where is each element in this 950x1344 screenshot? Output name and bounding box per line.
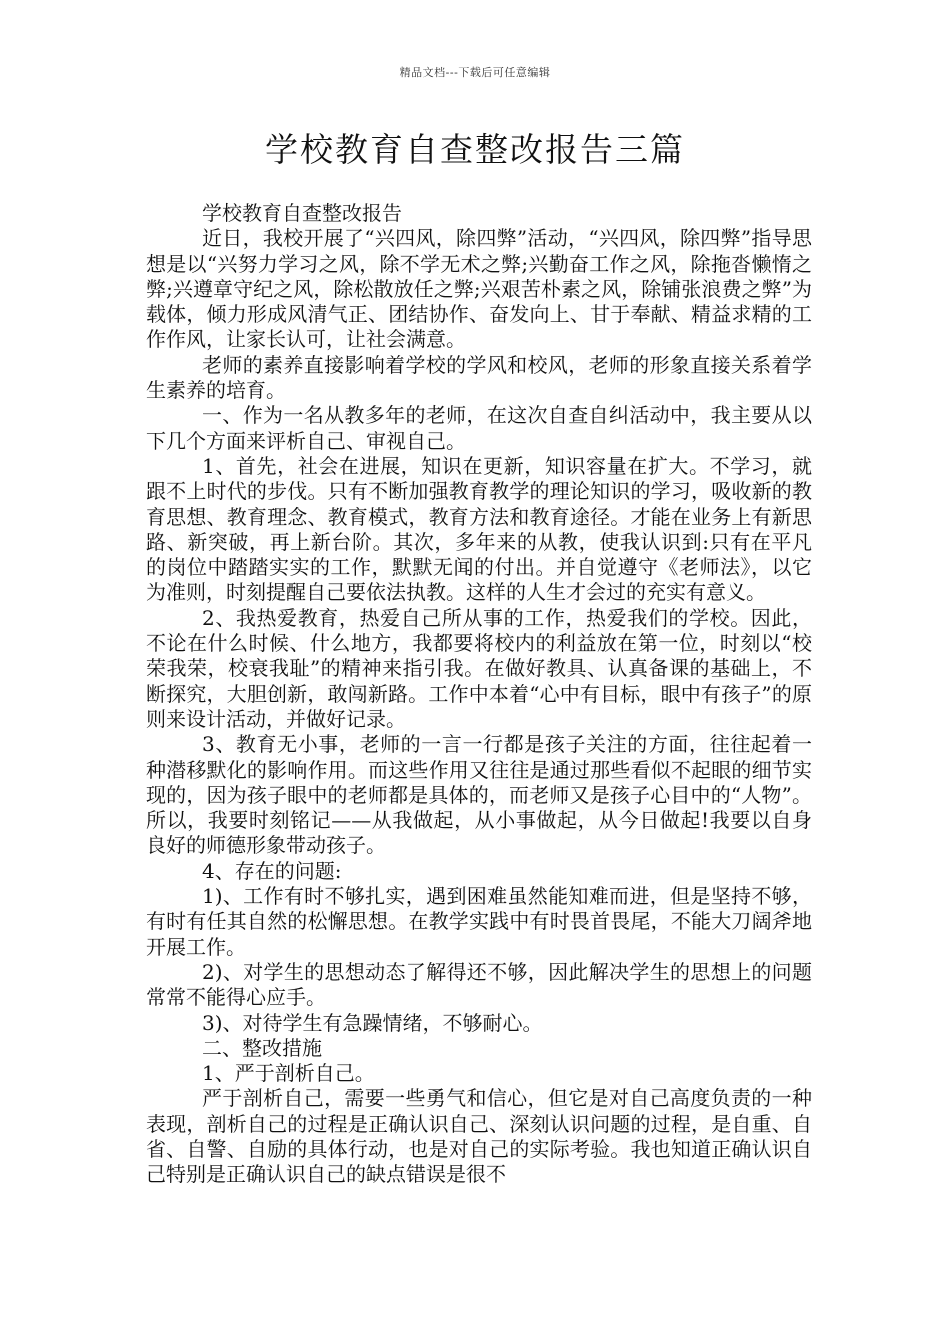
paragraph-part-one: 一、作为一名从教多年的老师，在这次自查自纠活动中，我主要从以下几个方面来评析自己、审视自己。: [146, 403, 812, 453]
paragraph-item-2: 2、我热爱教育，热爱自己所从事的工作，热爱我们的学校。因此，不论在什么时候、什么地方，我都要将校内的利益放在第一位，时刻以“校荣我荣，校衰我耻”的精神来指引我。在做好教具、认真备课的基础上，不断探究，大胆创新，敢闯新路。工作中本着“心中有目标，眼中有孩子”的原则来设计活动，并做好记录。: [146, 605, 812, 731]
paragraph-part-two: 二、整改措施: [202, 1035, 322, 1060]
paragraph-intro: 近日，我校开展了“兴四风，除四弊”活动，“兴四风，除四弊”指导思想是以“兴努力学习之风，除不学无术之弊;兴勤奋工作之风，除拖沓懒惰之弊;兴遵章守纪之风，除松散放任之弊;兴艰苦朴素之风，除铺张浪费之弊”为载体，倾力形成风清气正、团结协作、奋发向上、甘于奉献、精益求精的工作作风，让家长认可，让社会满意。: [146, 226, 812, 352]
document-title: 学校教育自查整改报告三篇: [265, 130, 685, 169]
paragraph-problem-3: 3)、对待学生有急躁情绪，不够耐心。: [202, 1010, 543, 1035]
paragraph-measure-1-body: 严于剖析自己，需要一些勇气和信心，但它是对自己高度负责的一种表现，剖析自己的过程是正确认识自己、深刻认识问题的过程，是自重、自省、自警、自励的具体行动，也是对自己的实际考验。我也知道正确认识自己特别是正确认识自己的缺点错误是很不: [146, 1086, 812, 1187]
paragraph-item-4: 4、存在的问题:: [202, 858, 342, 883]
paragraph-problem-2: 2)、对学生的思想动态了解得还不够，因此解决学生的思想上的问题常常不能得心应手。: [146, 959, 812, 1010]
header-note: 精品文档---下载后可任意编辑: [399, 66, 551, 79]
paragraph-measure-1: 1、严于剖析自己。: [202, 1061, 375, 1086]
paragraph-item-3: 3、教育无小事，老师的一言一行都是孩子关注的方面，往往起着一种潜移默化的影响作用。而这些作用又往往是通过那些看似不起眼的细节实现的，因为孩子眼中的老师都是具体的，而老师又是孩子心目中的“人物”。所以，我要时刻铭记——从我做起，从小事做起，从今日做起!我要以自身良好的师德形象带动孩子。: [146, 732, 812, 858]
section-heading: 学校教育自查整改报告: [202, 201, 402, 225]
paragraph-item-1: 1、首先，社会在进展，知识在更新，知识容量在扩大。不学习，就跟不上时代的步伐。只有不断加强教育教学的理论知识的学习，吸收新的教育思想、教育理念、教育模式，教育方法和教育途径。才能在业务上有新思路、新突破，再上新台阶。其次，多年来的从教，使我认识到:只有在平凡的岗位中踏踏实实的工作，默默无闻的付出。并自觉遵守《老师法》，以它为准则，时刻提醒自己要依法执教。这样的人生才会过的充实有意义。: [146, 453, 812, 605]
paragraph-teacher-quality: 老师的素养直接影响着学校的学风和校风，老师的形象直接关系着学生素养的培育。: [146, 352, 812, 403]
document-body: [146, 201, 812, 1188]
paragraph-problem-1: 1)、工作有时不够扎实，遇到困难虽然能知难而进，但是坚持不够，有时有任其自然的松懈思想。在教学实践中有时畏首畏尾，不能大刀阔斧地开展工作。: [146, 884, 812, 959]
